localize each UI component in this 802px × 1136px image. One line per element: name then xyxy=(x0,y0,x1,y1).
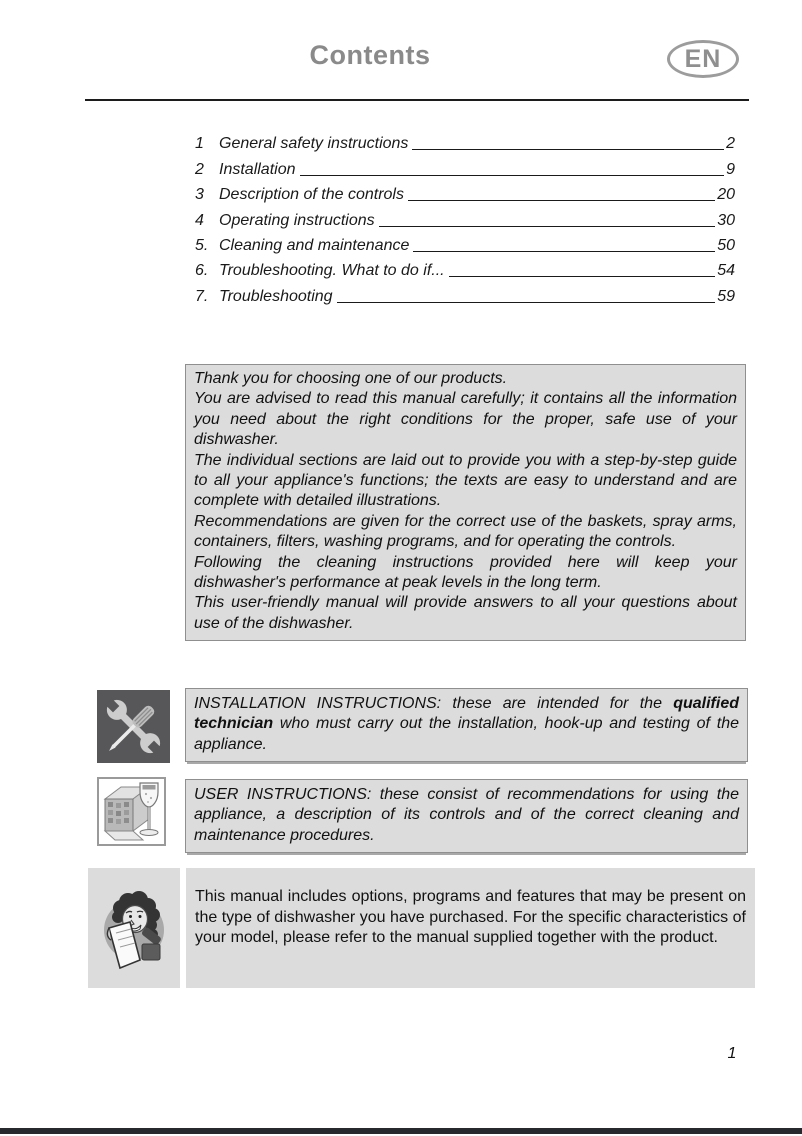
user-note-text: USER INSTRUCTIONS: these consist of recommendations for using the appliance, a description of its controls and of the correct cleaning and maintenance procedures. xyxy=(194,786,739,844)
toc-page-number: 50 xyxy=(717,236,735,254)
toc-page-number: 54 xyxy=(717,262,735,280)
toc-row xyxy=(195,280,735,305)
page-title: Contents xyxy=(309,40,431,70)
installation-note-text: INSTALLATION INSTRUCTIONS: these are intended for the xyxy=(194,695,674,712)
toc-label: Troubleshooting xyxy=(219,287,333,305)
toc-row xyxy=(195,128,735,153)
toc-leader-line xyxy=(408,200,715,201)
toc-leader-line xyxy=(413,251,715,252)
toc-page-number: 2 xyxy=(726,135,735,153)
toc-row xyxy=(195,255,735,280)
toc-number: 2 xyxy=(195,160,204,178)
reader-icon xyxy=(88,868,180,988)
toc-label: Operating instructions xyxy=(219,211,375,229)
installation-note xyxy=(185,688,748,762)
intro-paragraph: You are advised to read this manual carefully; it contains all the information you need about the right conditions for the proper, safe use of your dishwasher. xyxy=(194,390,737,449)
user-note xyxy=(185,779,748,853)
toc-label: Installation xyxy=(219,160,296,178)
intro-paragraph: The individual sections are laid out to provide you with a step-by-step guide to all your appliance's functions; the texts are easy to understand and are complete with detailed illustrations. xyxy=(194,451,737,510)
toc-leader-line xyxy=(379,226,716,227)
toc-leader-line xyxy=(337,302,716,303)
toc-number: 1 xyxy=(195,135,204,153)
toc-label: Troubleshooting. What to do if... xyxy=(219,262,445,280)
toc-page-number: 20 xyxy=(717,186,735,204)
toc-label: Cleaning and maintenance xyxy=(219,236,410,254)
language-badge xyxy=(667,40,739,78)
table-of-contents xyxy=(195,128,735,306)
intro-paragraph: Thank you for choosing one of our products. xyxy=(194,370,508,387)
language-badge-label: EN xyxy=(684,44,722,73)
intro-paragraph: This user-friendly manual will provide answers to all your questions about use of the dishwasher. xyxy=(194,594,737,632)
toc-number: 6. xyxy=(195,262,209,280)
intro-paragraph: Following the cleaning instructions provided here will keep your dishwasher's performance at peak levels in the long term. xyxy=(194,553,737,592)
installation-note-bold-text: qualified technician xyxy=(194,695,739,733)
toc-number: 7. xyxy=(195,287,209,305)
toc-page-number: 9 xyxy=(726,160,735,178)
toc-label: General safety instructions xyxy=(219,135,409,153)
intro-box xyxy=(185,364,746,641)
intro-paragraph: Recommendations are given for the correct use of the baskets, spray arms, containers, filters, washing programs, and for operating the controls. xyxy=(194,512,737,551)
footer-bar xyxy=(0,1128,802,1134)
toc-leader-line xyxy=(300,175,725,176)
toc-number: 4 xyxy=(195,211,204,229)
dishwasher-glass-icon xyxy=(97,777,166,846)
tools-icon xyxy=(97,690,170,763)
toc-row xyxy=(195,153,735,178)
toc-page-number: 59 xyxy=(717,287,735,305)
header-divider xyxy=(85,99,749,101)
toc-page-number: 30 xyxy=(717,211,735,229)
toc-number: 3 xyxy=(195,186,204,204)
toc-label: Description of the controls xyxy=(219,186,404,204)
toc-leader-line xyxy=(412,149,724,150)
toc-row xyxy=(195,179,735,204)
toc-row xyxy=(195,204,735,229)
model-note xyxy=(186,868,755,988)
model-note-text: This manual includes options, programs and features that may be present on the type of dishwasher you have purchased. For the specific characteristics of your model, please refer to the manual supplied together with the product. xyxy=(195,888,746,947)
toc-number: 5. xyxy=(195,236,209,254)
toc-row xyxy=(195,230,735,255)
toc-leader-line xyxy=(449,276,716,277)
page-number: 1 xyxy=(727,1045,737,1062)
installation-note-text: who must carry out the installation, hook-up and testing of the appliance. xyxy=(194,715,739,753)
